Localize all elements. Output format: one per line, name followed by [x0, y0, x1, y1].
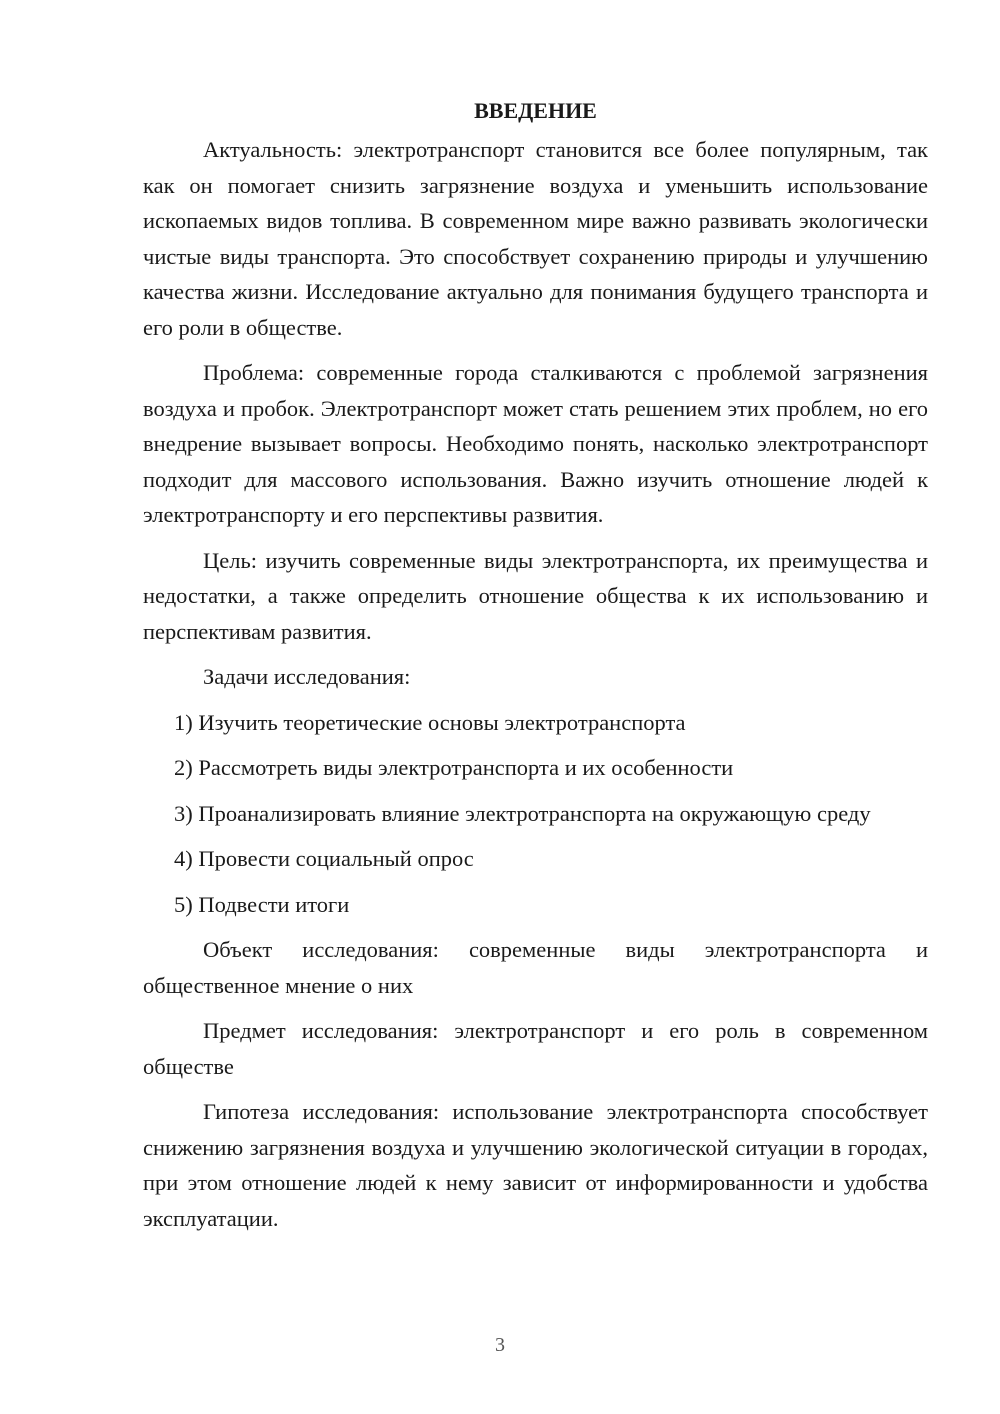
- page-title: ВВЕДЕНИЕ: [474, 98, 597, 123]
- paragraph-problem: Проблема: современные города сталкиваются с проблемой загрязнения воздуха и пробок. Электротранспорт может стать решением этих проблем, но его внедрение вызывает вопросы. Необходимо понять, насколько электротранспорт подходит для массового использования. Важно изучить отношение людей к электротранспорту и его перспективы развития.: [143, 360, 928, 527]
- list-item: 5) Подвести итоги: [174, 891, 350, 917]
- paragraph-hypothesis: Гипотеза исследования: использование электротранспорта способствует снижению загрязнения воздуха и улучшению экологической ситуации в городах, при этом отношение людей к нему зависит от информированности и удобства эксплуатации.: [143, 1099, 928, 1231]
- document-page: [143, 96, 928, 1246]
- paragraph-relevance: Актуальность: электротранспорт становится все более популярным, так как он помогает снизить загрязнение воздуха и уменьшить использование ископаемых видов топлива. В современном мире важно развивать экологически чистые виды транспорта. Это способствует сохранению природы и улучшению качества жизни. Исследование актуально для понимания будущего транспорта и его роли в обществе.: [143, 137, 928, 340]
- tasks-heading: Задачи исследования:: [203, 664, 411, 689]
- tasks-list: [143, 705, 928, 923]
- page-number: 3: [495, 1334, 505, 1356]
- list-item: 2) Рассмотреть виды электротранспорта и их особенности: [174, 755, 734, 780]
- list-item: 1) Изучить теоретические основы электротранспорта: [174, 709, 686, 735]
- list-item: 3) Проанализировать влияние электротранспорта на окружающую среду: [174, 800, 871, 826]
- paragraph-subject: Предмет исследования: электротранспорт и его роль в современном обществе: [143, 1018, 928, 1079]
- list-item: 4) Провести социальный опрос: [174, 846, 474, 871]
- paragraph-object: Объект исследования: современные виды электротранспорта и общественное мнение о них: [143, 937, 928, 998]
- paragraph-goal: Цель: изучить современные виды электротранспорта, их преимущества и недостатки, а также определить отношение общества к их использованию и перспективам развития.: [143, 547, 928, 644]
